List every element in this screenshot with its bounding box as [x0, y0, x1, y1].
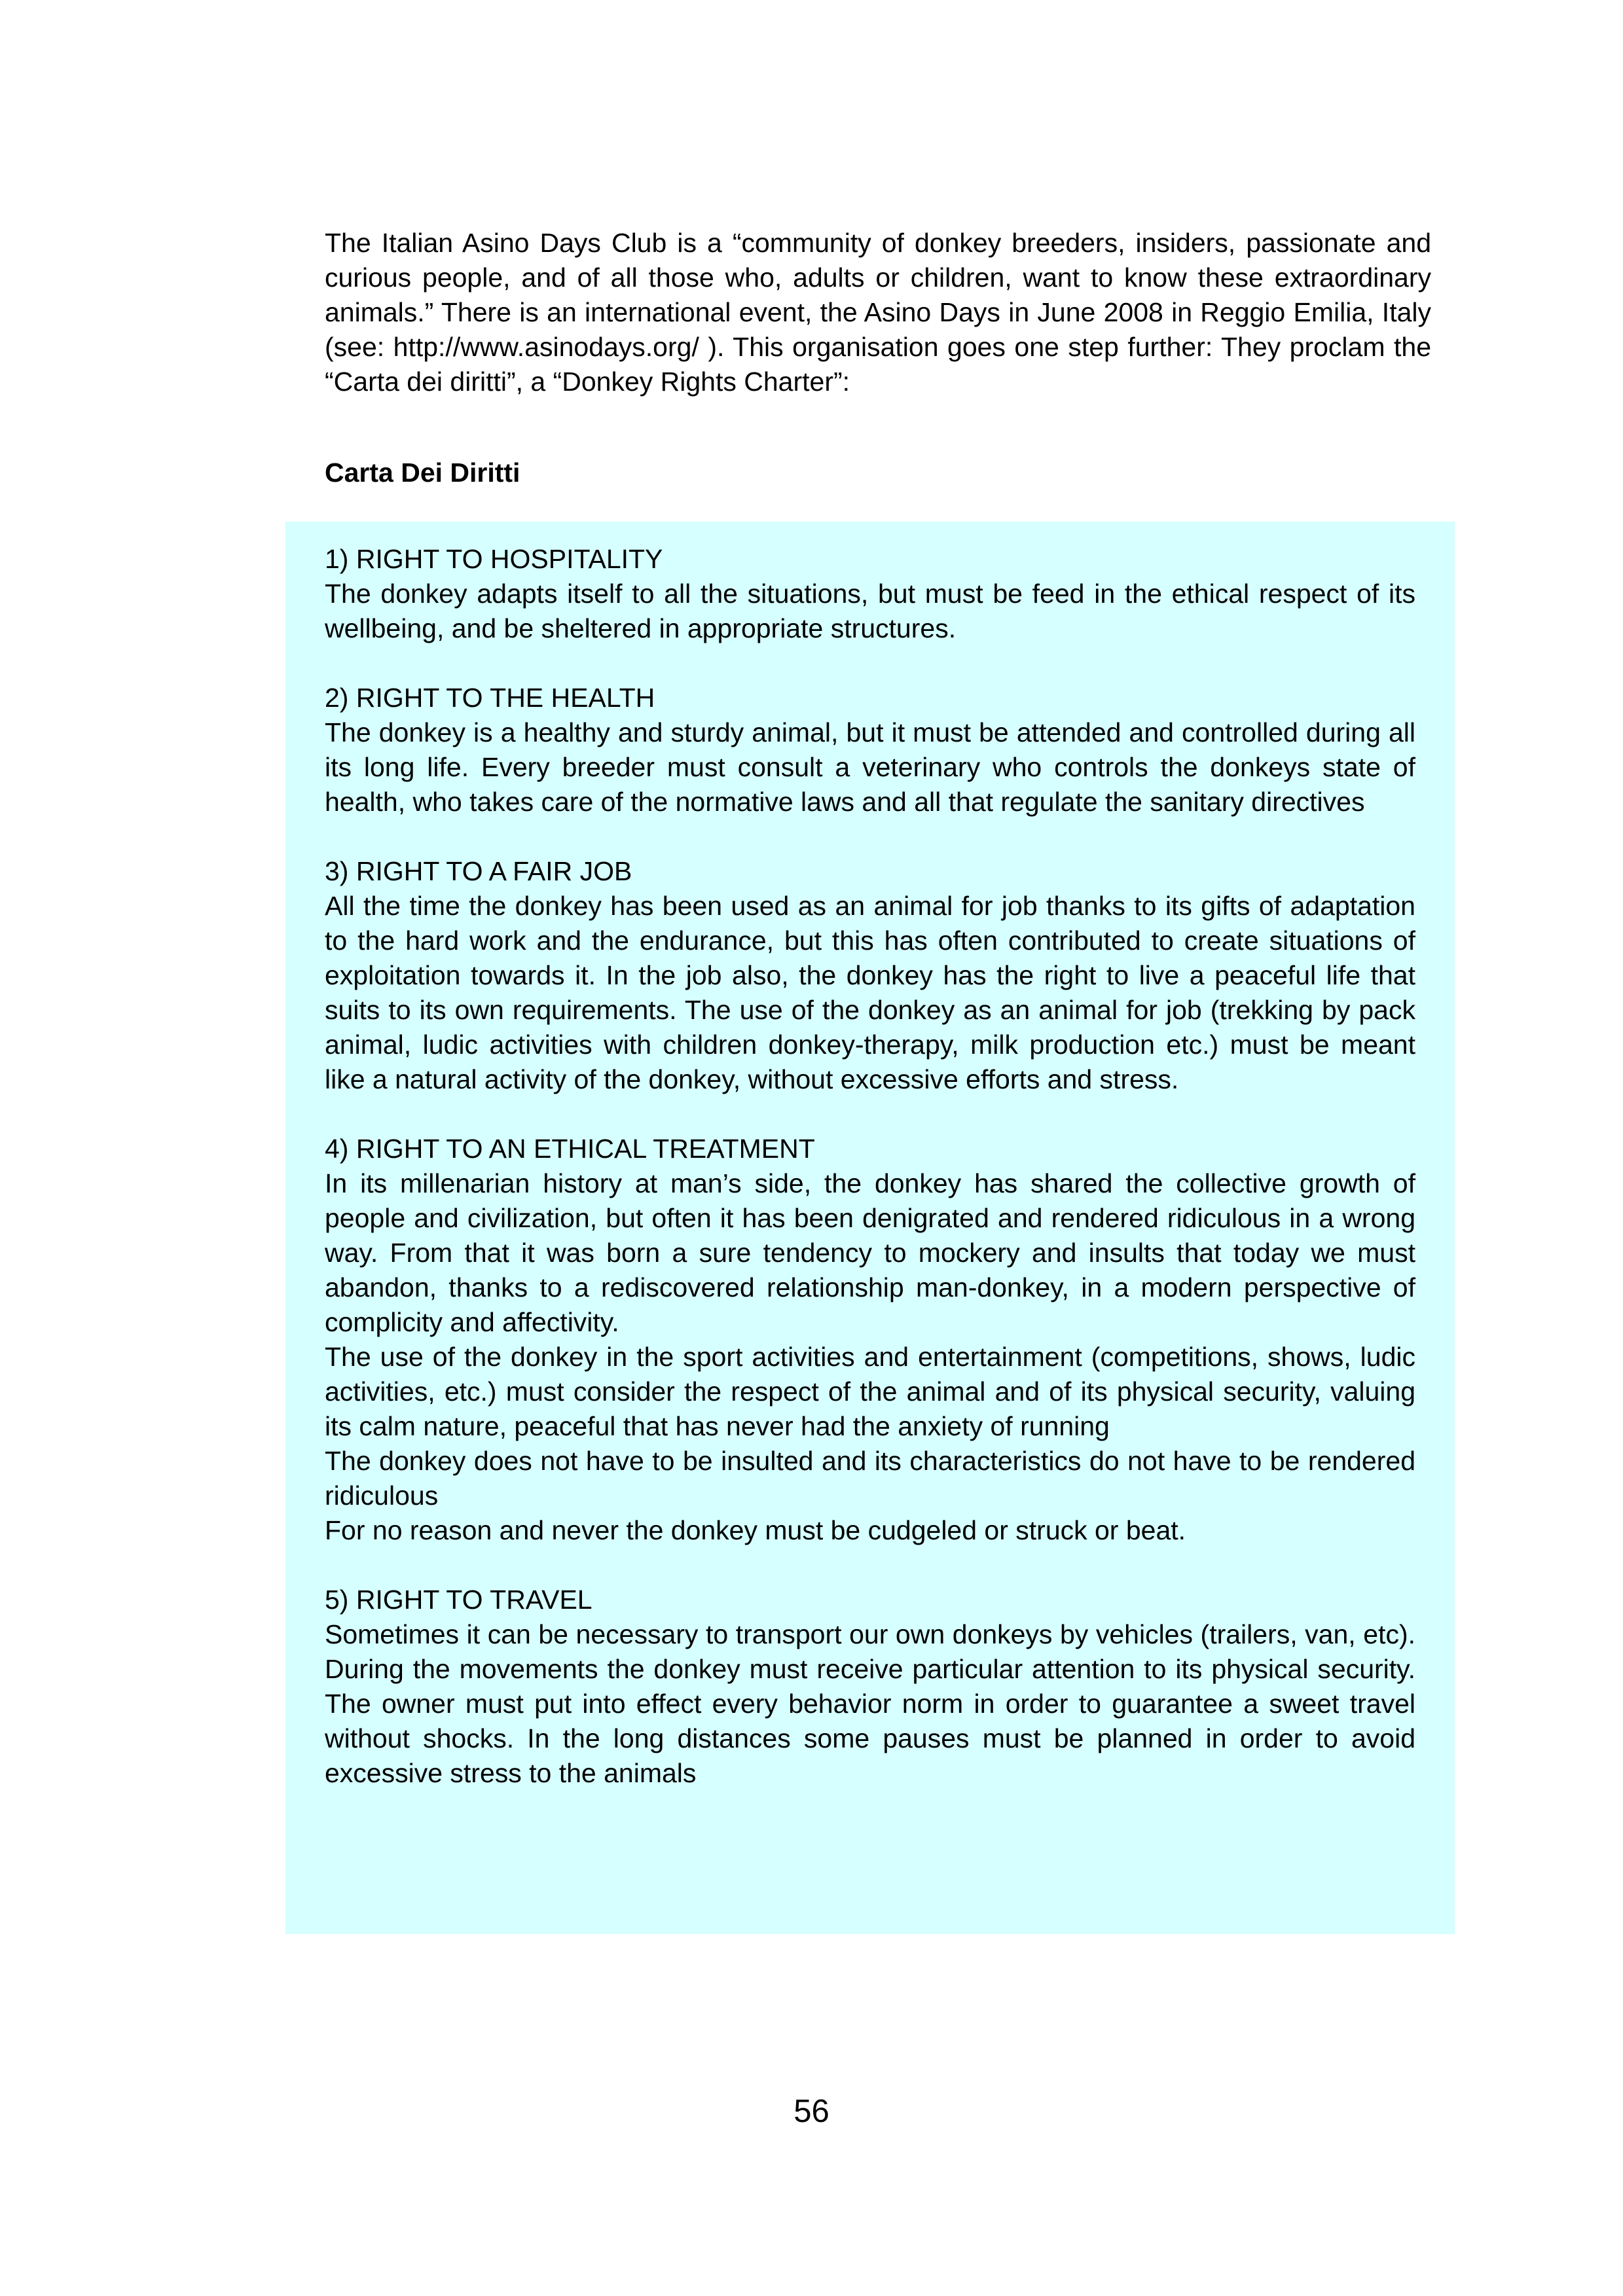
right-ethical-treatment [325, 1132, 1415, 1548]
charter-heading: Carta Dei Diritti [325, 457, 520, 488]
page-number: 56 [793, 2094, 830, 2129]
right-travel [325, 1583, 1415, 1791]
right-text: In its millenarian history at man’s side, the donkey has shared the collective growth of people and civilization, but often it has been denigrated and rendered ridiculous in a wrong way. From that it was born a sure tendency to mockery and insults that today we must abandon, thanks to a rediscovered relationship man-donkey, in a modern perspective of complicity and affectivity. [325, 1168, 1415, 1337]
right-text: Sometimes it can be necessary to transport our own donkeys by vehicles (trailers, van, etc). During the movements the donkey must receive particular attention to its physical security. The owner must put into effect every behavior norm in order to guarantee a sweet travel without shocks. In the long distances some pauses must be planned in order to avoid excessive stress to the animals [325, 1619, 1415, 1788]
right-title: 4) RIGHT TO AN ETHICAL TREATMENT [325, 1134, 815, 1164]
right-title: 5) RIGHT TO TRAVEL [325, 1585, 593, 1615]
charter-box [285, 522, 1455, 1934]
intro-paragraph: The Italian Asino Days Club is a “community of donkey breeders, insiders, passionate and curious people, and of all those who, adults or children, want to know these extraordinary animals.” There is an international event, the Asino Days in June 2008 in Reggio Emilia, Italy (see: http://www.asinodays.org/ ). This organisation goes one step further: They proclam the “Carta dei diritti”, a “Donkey Rights Charter”: [325, 228, 1431, 397]
right-text: The donkey does not have to be insulted and its characteristics do not have to be rendered ridiculous [325, 1446, 1415, 1511]
right-title: 3) RIGHT TO A FAIR JOB [325, 856, 632, 886]
right-text: All the time the donkey has been used as an animal for job thanks to its gifts of adaptation to the hard work and the endurance, but this has often contributed to create situations of exploitation towards it. In the job also, the donkey has the right to live a peaceful life that suits to its own requirements. The use of the donkey as an animal for job (trekking by pack animal, ludic activities with children donkey-therapy, milk production etc.) must be meant like a natural activity of the donkey, without excessive efforts and stress. [325, 891, 1415, 1094]
right-health [325, 681, 1415, 819]
right-text: The donkey is a healthy and sturdy animal, but it must be attended and controlled during all its long life. Every breeder must consult a veterinary who controls the donkeys state of health, who takes care of the normative laws and all that regulate the sanitary directives [325, 717, 1415, 817]
right-text: The use of the donkey in the sport activities and entertainment (competitions, shows, ludic activities, etc.) must consider the respect of the animal and of its physical security, valuing its calm nature, peaceful that has never had the anxiety of running [325, 1342, 1415, 1441]
right-title: 2) RIGHT TO THE HEALTH [325, 683, 655, 713]
right-text: The donkey adapts itself to all the situations, but must be feed in the ethical respect of its wellbeing, and be sheltered in appropriate structures. [325, 579, 1415, 643]
right-text: For no reason and never the donkey must be cudgeled or struck or beat. [325, 1515, 1186, 1545]
right-fair-job [325, 854, 1415, 1097]
right-title: 1) RIGHT TO HOSPITALITY [325, 544, 663, 574]
right-hospitality [325, 542, 1415, 646]
